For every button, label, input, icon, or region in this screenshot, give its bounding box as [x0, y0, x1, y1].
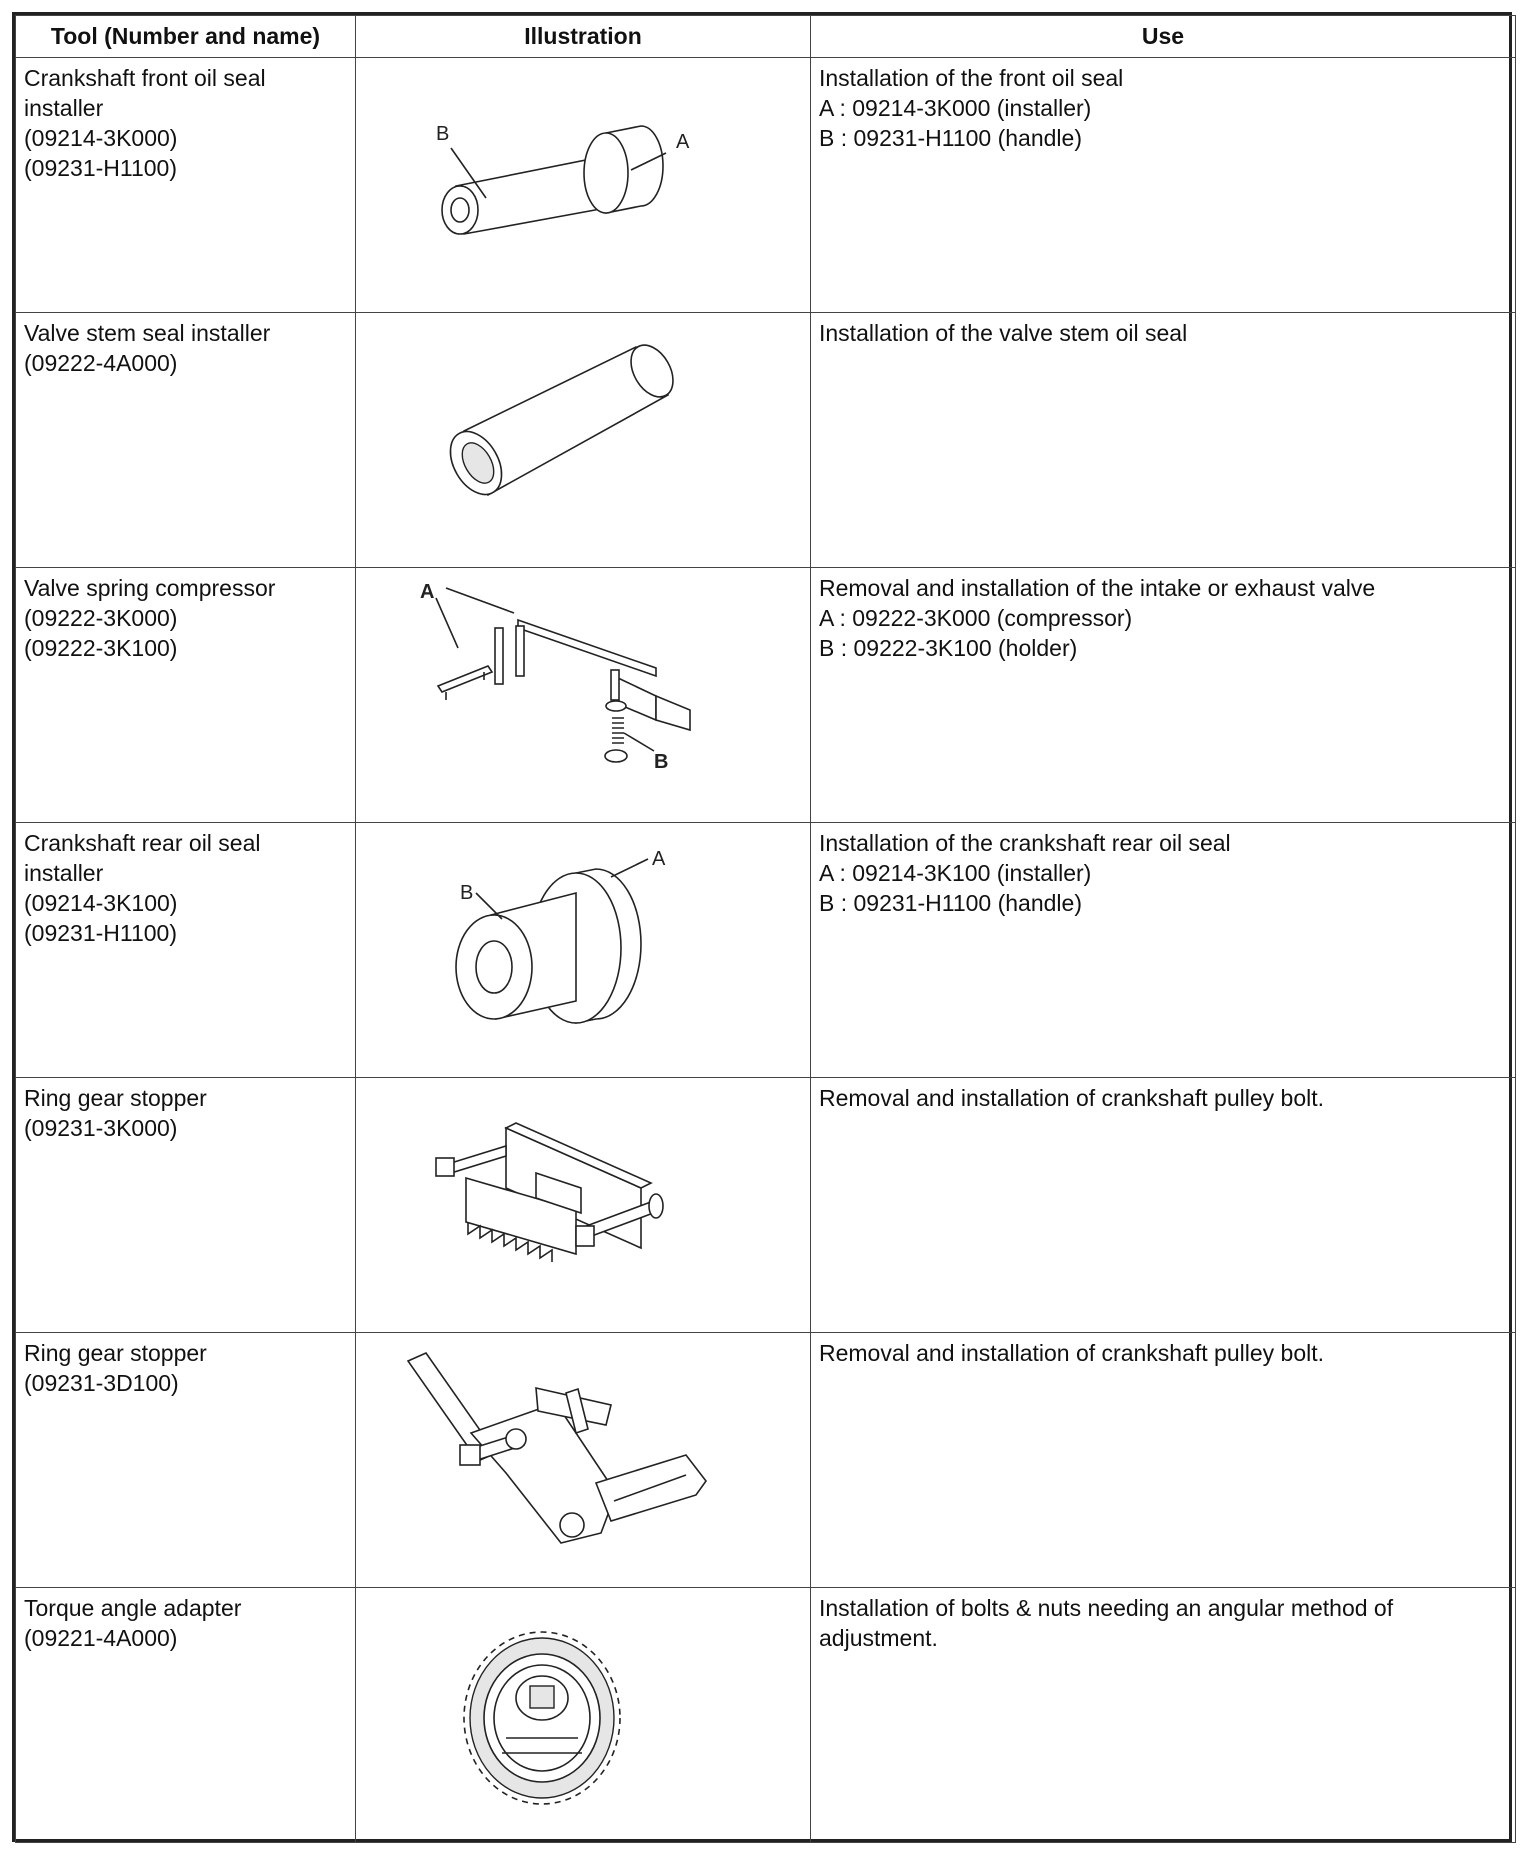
header-tool: Tool (Number and name) — [16, 16, 356, 58]
use-cell — [811, 1078, 1516, 1333]
valve-stem-seal-installer-illustration — [356, 313, 810, 567]
tool-use: Removal and installation of crankshaft pulley bolt. — [819, 1085, 1325, 1111]
label-b: B — [436, 123, 450, 145]
table-row — [16, 313, 1516, 568]
label-a: A — [676, 131, 690, 153]
table-row — [16, 1078, 1516, 1333]
label-b: B — [654, 751, 669, 773]
use-cell — [811, 823, 1516, 1078]
use-cell — [811, 1333, 1516, 1588]
use-cell — [811, 58, 1516, 313]
tool-name: Ring gear stopper (09231-3D100) — [24, 1340, 207, 1396]
table-row — [16, 823, 1516, 1078]
tool-use: Installation of the front oil seal A : 09214-3K000 (installer) B : 09231-H1100 (handle) — [819, 65, 1124, 151]
illustration-cell — [356, 568, 811, 823]
tool-use: Removal and installation of crankshaft pulley bolt. — [819, 1340, 1325, 1366]
illustration-cell — [356, 1588, 811, 1843]
use-cell — [811, 568, 1516, 823]
table-header-row — [16, 16, 1516, 58]
illustration-cell — [356, 1333, 811, 1588]
illustration-cell — [356, 1078, 811, 1333]
use-cell — [811, 313, 1516, 568]
tool-name: Crankshaft front oil seal installer (09214-3K000) (09231-H1100) — [24, 65, 266, 181]
tool-name: Crankshaft rear oil seal installer (09214-3K100) (09231-H1100) — [24, 830, 261, 946]
tool-name: Ring gear stopper (09231-3K000) — [24, 1085, 207, 1141]
tool-use: Installation of bolts & nuts needing an angular method of adjustment. — [819, 1595, 1394, 1651]
valve-spring-compressor-illustration — [356, 568, 810, 822]
label-a: A — [652, 848, 666, 870]
rear-seal-installer-illustration — [356, 823, 810, 1077]
table-row — [16, 568, 1516, 823]
illustration-cell — [356, 823, 811, 1078]
illustration-cell — [356, 313, 811, 568]
table-row — [16, 1588, 1516, 1843]
label-b: B — [460, 882, 474, 904]
front-seal-installer-illustration — [356, 58, 810, 312]
header-illustration: Illustration — [356, 16, 811, 58]
tool-cell — [16, 1588, 356, 1843]
tool-name: Torque angle adapter (09221-4A000) — [24, 1595, 242, 1651]
use-cell — [811, 1588, 1516, 1843]
label-a: A — [420, 581, 435, 603]
ring-gear-stopper-3k000-illustration — [356, 1078, 810, 1332]
header-use: Use — [811, 16, 1516, 58]
tool-use: Installation of the valve stem oil seal — [819, 320, 1188, 346]
special-tools-table-frame — [12, 12, 1512, 1842]
special-tools-table — [15, 15, 1516, 1843]
torque-angle-adapter-illustration — [356, 1588, 810, 1842]
tool-name: Valve stem seal installer (09222-4A000) — [24, 320, 271, 376]
table-row — [16, 1333, 1516, 1588]
illustration-cell — [356, 58, 811, 313]
tool-cell — [16, 313, 356, 568]
tool-use: Removal and installation of the intake or exhaust valve A : 09222-3K000 (compressor) B : 09222-3K100 (holder) — [819, 575, 1376, 661]
tool-cell — [16, 568, 356, 823]
tool-cell — [16, 58, 356, 313]
tool-use: Installation of the crankshaft rear oil seal A : 09214-3K100 (installer) B : 09231-H1100 (handle) — [819, 830, 1231, 916]
tool-cell — [16, 1333, 356, 1588]
tool-cell — [16, 1078, 356, 1333]
tool-name: Valve spring compressor (09222-3K000) (09222-3K100) — [24, 575, 276, 661]
tool-cell — [16, 823, 356, 1078]
table-row — [16, 58, 1516, 313]
ring-gear-stopper-3d100-illustration — [356, 1333, 810, 1587]
